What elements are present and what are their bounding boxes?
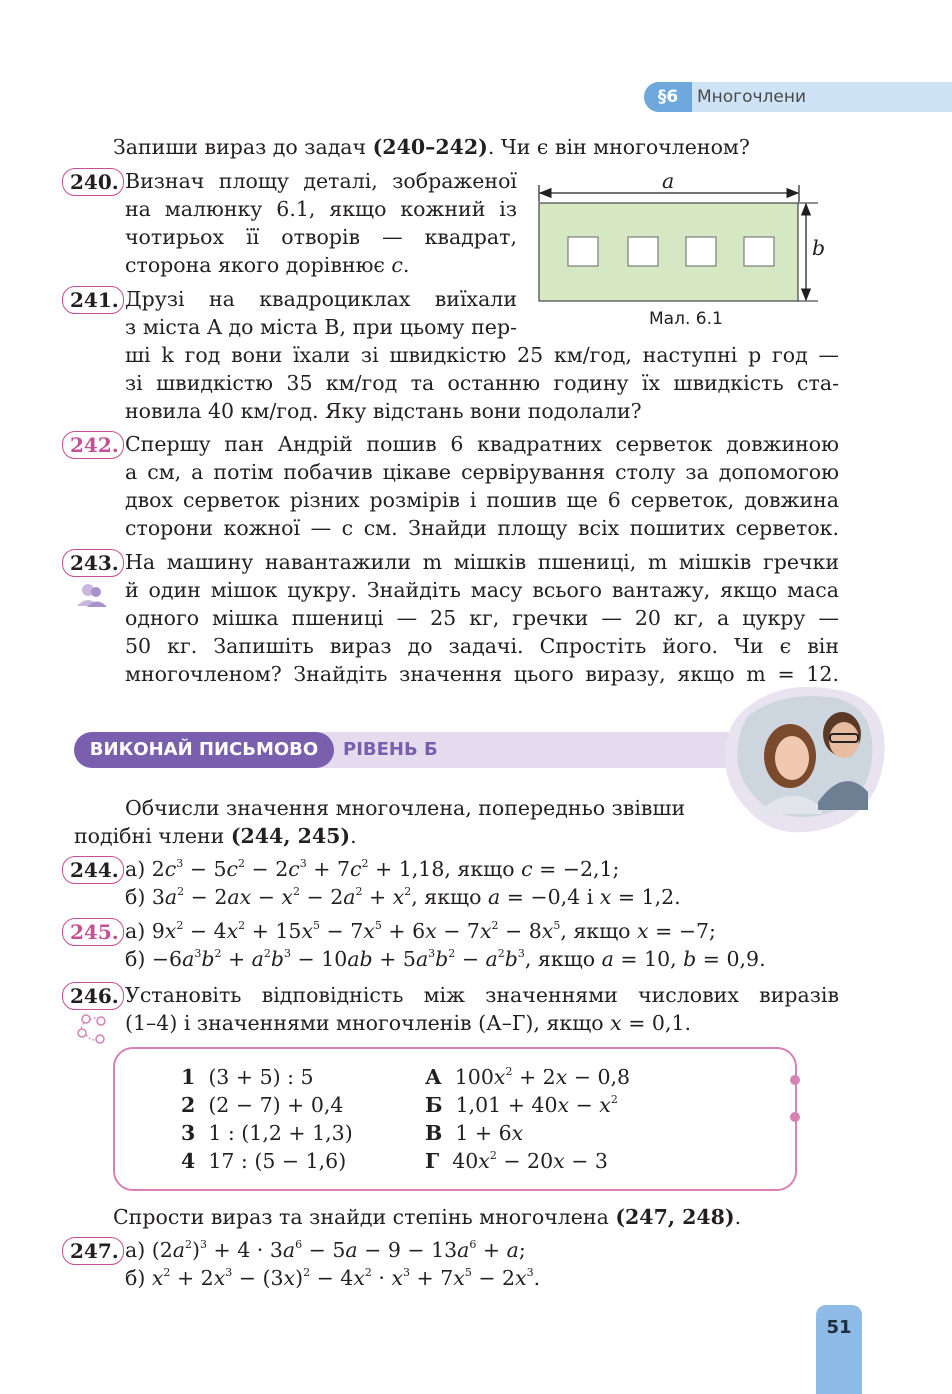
problem-241-line: ші k год вони їхали зі швидкістю 25 км/год, наступні p год — — [125, 343, 839, 367]
intro-text: подібні члени (244, 245). — [74, 824, 357, 848]
problem-242-line: a см, а потім побачив цікаве сервірування столу за допомогою — [125, 460, 839, 484]
problem-243-line: й один мішок цукру. Знайдіть масу всього вантажу, якщо маса — [125, 578, 839, 602]
match-left-2: 2 (2 − 7) + 0,4 — [181, 1093, 344, 1117]
problem-number-247: 247. — [62, 1237, 124, 1265]
problem-242-line: Спершу пан Андрій пошив 6 квадратних серветок довжиною — [125, 432, 839, 456]
pair-work-icon — [75, 582, 109, 608]
problem-number-242: 242. — [62, 431, 124, 459]
problem-241-line: новила 40 км/год. Яку відстань вони подолали? — [125, 399, 642, 423]
problem-245-b: $б) -6a^3b^2 + a^2b^3 - 10ab + 5a^3b^2 - a^2b^3$, якщо a = 10, b = 0,9. — [125, 947, 766, 971]
band-title: ВИКОНАЙ ПИСЬМОВО — [74, 732, 334, 768]
match-left-3: 3 1 : (1,2 + 1,3) — [181, 1121, 353, 1145]
section-number: §6 — [644, 82, 692, 112]
problem-241-line: Друзі на квадроциклах виїхали — [125, 287, 517, 311]
figure-label-b: b — [812, 236, 826, 260]
problem-240-line: Визнач площу деталі, зображеної — [125, 169, 517, 193]
intro-text: Запиши вираз до задач (240–242). Чи є він многочленом? — [113, 135, 750, 159]
problem-247-b: б) $x^2 + 2x^3 - (3x)^2 - 4x^2 \cdot x^3 + 7x^5 - 2x^3$. — [125, 1266, 541, 1290]
problem-242-line: сторони кожної — c см. Знайди площу всіх пошитих серветок. — [125, 516, 839, 540]
band-level: РІВЕНЬ Б — [343, 739, 438, 760]
intro-text: Спрости вираз та знайди степінь многочлена (247, 248). — [113, 1205, 742, 1229]
section-title: Многочлени — [697, 87, 807, 107]
problem-number-243: 243. — [62, 549, 124, 577]
matching-icon — [76, 1012, 110, 1046]
problem-243-line: многочленом? Знайдіть значення цього виразу, якщо m = 12. — [125, 662, 839, 686]
match-left-4: 4 17 : (5 − 1,6) — [181, 1149, 347, 1173]
problem-240-line: сторона якого дорівнює c. — [125, 253, 410, 277]
problem-240-line: на малюнку 6.1, якщо кожний із — [125, 197, 517, 221]
figure-label-a: a — [662, 169, 675, 193]
intro-text: Обчисли значення многочлена, попередньо звівши — [125, 796, 686, 820]
match-right-d: Г $40x^2 - 20x - 3$ — [425, 1149, 608, 1173]
problem-244-b: б) $3a^2 - 2ax - x^2 - 2a^2 + x^2$, якщо a = −0,4 і x = 1,2. — [125, 885, 681, 909]
connector-dot — [790, 1075, 800, 1085]
problem-number-246: 246. — [62, 982, 124, 1010]
problem-243-line: одного мішка пшениці — 25 кг, гречки — 20 кг, а цукру — — [125, 606, 839, 630]
problem-246-line: Установіть відповідність між значеннями числових виразів — [125, 983, 839, 1007]
figure-caption: Мал. 6.1 — [649, 309, 723, 329]
match-right-c: В 1 + 6x — [425, 1121, 524, 1145]
problem-240-line: чотирьох її отворів — квадрат, — [125, 225, 517, 249]
problem-242-line: двох серветок різних розмірів і пошив ще 6 серветок, довжина — [125, 488, 839, 512]
problem-number-244: 244. — [62, 856, 124, 884]
problem-241-line: зі швидкістю 35 км/год та останню годину їх швидкість ста- — [125, 371, 839, 395]
match-right-b: Б $1,01 + 40x - x^2$ — [425, 1093, 618, 1117]
problem-245-a: а) $9x^2 - 4x^2 + 15x^5 - 7x^5 + 6x - 7x^2 - 8x^5$, якщо x = −7; — [125, 919, 716, 943]
match-left-1: 1 (3 + 5) : 5 — [181, 1065, 314, 1089]
page-number: 51 — [816, 1305, 862, 1394]
problem-241-line: з міста A до міста B, при цьому пер- — [125, 315, 517, 339]
match-right-a: А $100x^2 + 2x - 0,8$ — [425, 1065, 631, 1089]
problem-246-line: (1–4) і значеннями многочленів (А–Г), якщо x = 0,1. — [125, 1011, 692, 1035]
problem-243-line: На машину навантажили m мішків пшениці, m мішків гречки — [125, 550, 839, 574]
problem-number-245: 245. — [62, 918, 124, 946]
connector-dot — [790, 1112, 800, 1122]
problem-243-line: 50 кг. Запишіть вираз до задачі. Спростіть його. Чи є він — [125, 634, 839, 658]
problem-247-a: а) $(2a^2)^3 + 4 \cdot 3a^6 - 5a - 9 - 13a^6 + a$; — [125, 1238, 526, 1262]
problem-244-a: а) $2c^3 - 5c^2 - 2c^3 + 7c^2 + 1,18$, якщо c = −2,1; — [125, 857, 620, 881]
students-photo — [718, 682, 890, 834]
problem-number-241: 241. — [62, 286, 124, 314]
problem-number-240: 240. — [62, 168, 124, 196]
